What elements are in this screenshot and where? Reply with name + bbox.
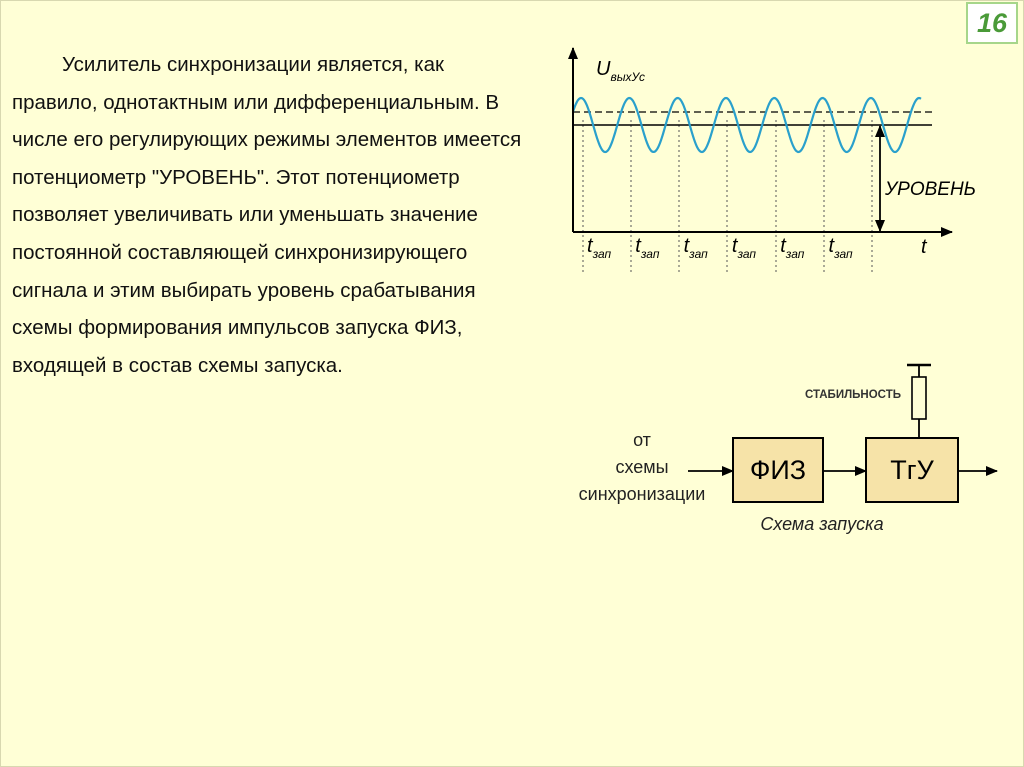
stability-label: СТАБИЛЬНОСТЬ [804, 389, 901, 401]
stability-potentiometer [907, 365, 931, 438]
timing-graph [573, 48, 976, 272]
x-axis-label: t [921, 236, 927, 258]
t-zap-label: $t_{зап}$ [731, 235, 757, 261]
y-axis-label: $U_{выхУс}$ [596, 58, 645, 84]
source-label-line2: схемы [615, 457, 669, 477]
fiz-block-label: ФИЗ [749, 455, 807, 485]
t-zap-label: $t_{зап}$ [635, 235, 660, 261]
page-number: 16 [976, 7, 1008, 38]
schematic-caption: Схема запуска [760, 514, 884, 534]
t-zap-label: $t_{зап}$ [828, 235, 853, 261]
t-zap-labels [587, 235, 853, 261]
t-zap-label: $t_{зап}$ [780, 235, 805, 261]
body-paragraph: Усилитель синхронизации является, как правило, однотактным или дифференциальным. В числе его регулирующих режимы элементов имеется потенциометр "УРОВЕНЬ". Этот потенциометр позволяет увеличивать или уменьшать значение постоянной составляющей синхронизирующего сигнала и этим выбирать уровень срабатывания схемы формирования импульсов запуска ФИЗ, входящей в состав схемы запуска. [12, 53, 522, 377]
tgu-block-label: ТгУ [890, 455, 934, 485]
t-zap-label: $t_{зап}$ [587, 235, 612, 261]
block-schematic [579, 365, 997, 534]
source-label-line3: синхронизации [578, 484, 706, 504]
level-label: УРОВЕНЬ [885, 179, 977, 200]
source-label-line1: от [633, 430, 651, 450]
t-zap-label: $t_{зап}$ [683, 235, 708, 261]
